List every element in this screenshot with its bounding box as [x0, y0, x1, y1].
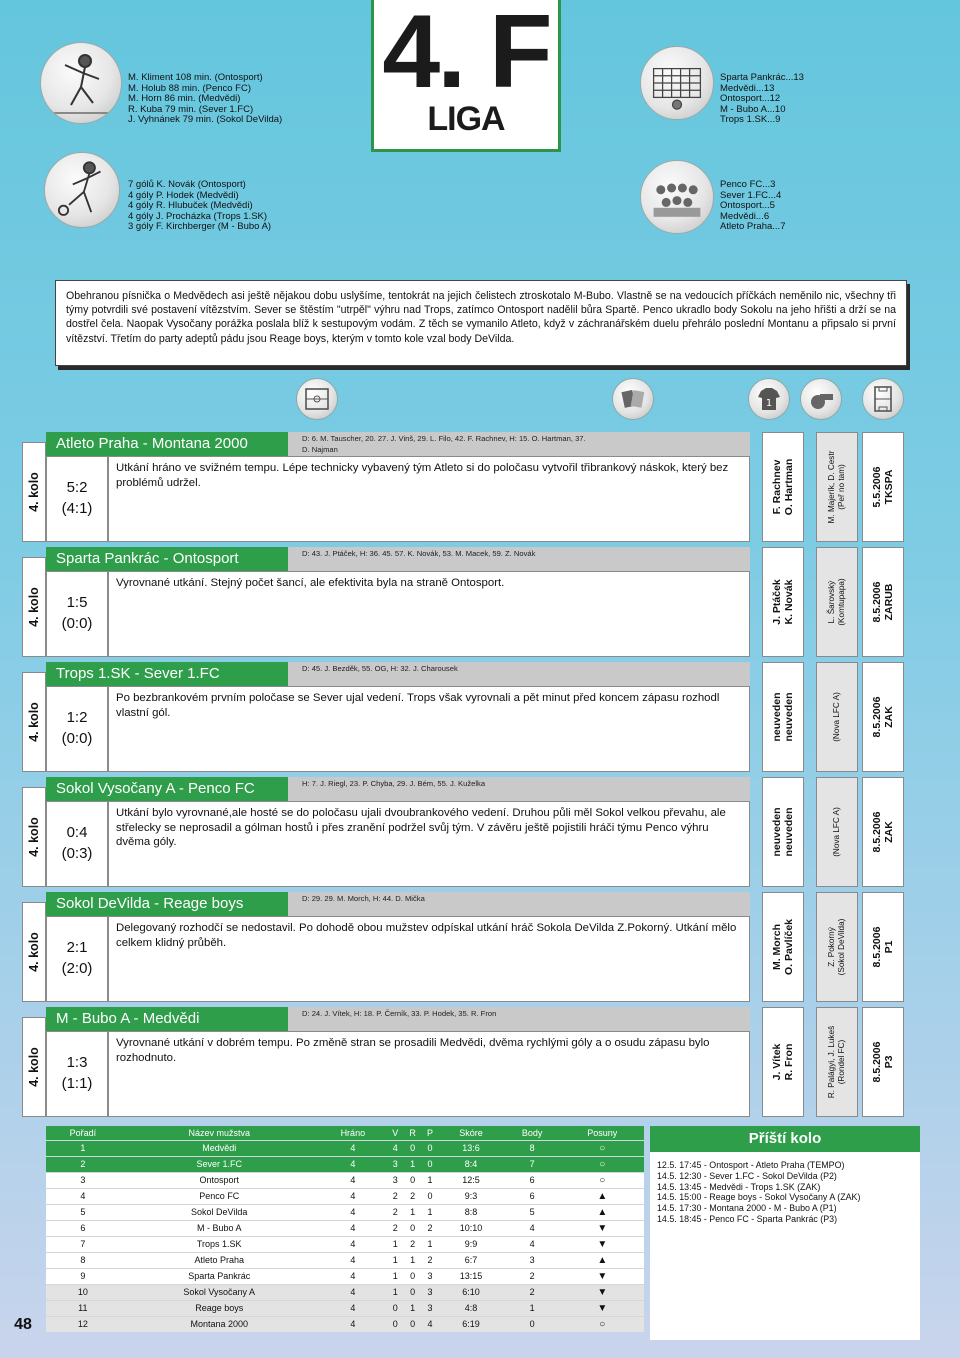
table-row — [46, 1316, 644, 1332]
table-cell: 4 — [422, 1316, 439, 1332]
table-cell: 0 — [504, 1316, 561, 1332]
table-cell: 3 — [422, 1284, 439, 1300]
position-same-icon: ○ — [599, 1318, 606, 1330]
match-title: Atleto Praha - Montana 2000 — [46, 432, 288, 456]
table-cell: 0 — [422, 1156, 439, 1172]
match-score — [46, 1031, 108, 1117]
table-cell: 1 — [387, 1284, 404, 1300]
table-cell: 4 — [504, 1236, 561, 1252]
table-row — [46, 1236, 644, 1252]
position-down-icon: ▼ — [597, 1238, 608, 1250]
table-row — [46, 1252, 644, 1268]
defence-list: Penco FC...3 Sever 1.FC...4 Ontosport...5 Medvědi...6 Atleto Praha...7 — [720, 179, 786, 233]
match-block — [0, 432, 960, 544]
match-score — [46, 801, 108, 887]
next-round-item: 14.5. 18:45 - Penco FC - Sparta Pankrác (P3) — [657, 1213, 838, 1224]
table-cell: M - Bubo A — [120, 1220, 319, 1236]
date-venue: 8.5.2006 ZAK — [862, 662, 904, 772]
final-score: 2:1 — [66, 939, 88, 956]
referees: M. Morch O. Pavlíček — [762, 892, 804, 1002]
date-venue: 8.5.2006 P1 — [862, 892, 904, 1002]
table-cell: 7 — [46, 1236, 120, 1252]
final-score: 0:4 — [66, 824, 88, 841]
table-cell: 9:9 — [438, 1236, 503, 1252]
table-cell: 0 — [404, 1284, 422, 1300]
match-report: Vyrovnané utkání. Stejný počet šancí, ale efektivita byla na straně Ontosport. — [108, 571, 750, 657]
table-cell: 6:10 — [438, 1284, 503, 1300]
table-cell: 4 — [319, 1236, 387, 1252]
table-cell: 13:15 — [438, 1268, 503, 1284]
match-block — [0, 662, 960, 774]
round-label: 4. kolo — [22, 672, 46, 772]
table-cell: 9:3 — [438, 1188, 503, 1204]
half-score: (2:0) — [61, 960, 93, 977]
table-header — [46, 1126, 644, 1140]
table-row — [46, 1188, 644, 1204]
scorers-list: 7 gólů K. Novák (Ontosport) 4 góly P. Hodek (Medvědi) 4 góly R. Hlubuček (Medvědi) 4 góly J. Procházka (Trops 1.SK) 3 góly F. Kirchberger (M - Bubo A) — [128, 179, 272, 233]
table-cell: 4 — [319, 1204, 387, 1220]
movement-cell — [561, 1156, 644, 1172]
table-cell: 1 — [422, 1204, 439, 1220]
position-up-icon: ▲ — [597, 1190, 608, 1202]
table-cell: 0 — [422, 1188, 439, 1204]
table-cell: 1 — [404, 1300, 422, 1316]
column-header: Název mužstva — [120, 1126, 319, 1140]
table-cell: 13:6 — [438, 1140, 503, 1156]
table-cell: 0 — [404, 1140, 422, 1156]
table-cell: 6:19 — [438, 1316, 503, 1332]
table-cell: 8 — [46, 1252, 120, 1268]
table-cell: 5 — [46, 1204, 120, 1220]
table-cell: Sokol Vysočany A — [120, 1284, 319, 1300]
delegate: (Nova LFC A) — [816, 662, 858, 772]
table-cell: 0 — [404, 1268, 422, 1284]
svg-text:1: 1 — [765, 398, 773, 409]
position-up-icon: ▲ — [597, 1254, 608, 1266]
column-header: Body — [504, 1126, 561, 1140]
column-header: Skóre — [438, 1126, 503, 1140]
position-down-icon: ▼ — [597, 1222, 608, 1234]
table-cell: 1 — [404, 1204, 422, 1220]
match-scorers: D: 29. 29. M. Morch, H: 44. D. Mička — [302, 894, 425, 903]
table-cell: 2 — [387, 1188, 404, 1204]
table-cell: 4 — [319, 1188, 387, 1204]
table-cell: 2 — [404, 1236, 422, 1252]
movement-cell — [561, 1172, 644, 1188]
table-body — [46, 1140, 644, 1332]
final-score: 5:2 — [66, 479, 88, 496]
match-title: Sparta Pankrác - Ontosport — [46, 547, 288, 571]
position-up-icon: ▲ — [597, 1206, 608, 1218]
table-row — [46, 1204, 644, 1220]
table-cell: 0 — [387, 1300, 404, 1316]
table-cell: 4:8 — [438, 1300, 503, 1316]
referees: neuveden neuveden — [762, 662, 804, 772]
table-cell: 2 — [404, 1188, 422, 1204]
table-cell: 2 — [504, 1268, 561, 1284]
whistle-icon — [800, 378, 842, 420]
match-scorers: H: 7. J. Riegl, 23. P. Chyba, 29. J. Bém, 55. J. Kuželka — [302, 779, 486, 788]
table-cell: 12 — [46, 1316, 120, 1332]
position-down-icon: ▼ — [597, 1302, 608, 1314]
table-cell: 0 — [404, 1316, 422, 1332]
table-cell: 0 — [422, 1140, 439, 1156]
table-row — [46, 1140, 644, 1156]
table-cell: 0 — [404, 1172, 422, 1188]
table-cell: 4 — [504, 1220, 561, 1236]
match-title: M - Bubo A - Medvědi — [46, 1007, 288, 1031]
table-cell: 4 — [387, 1140, 404, 1156]
table-cell: 9 — [46, 1268, 120, 1284]
table-cell: 11 — [46, 1300, 120, 1316]
date-venue: 8.5.2006 P3 — [862, 1007, 904, 1117]
table-cell: 0 — [404, 1220, 422, 1236]
column-header: Hráno — [319, 1126, 387, 1140]
match-block — [0, 547, 960, 659]
match-score — [46, 456, 108, 542]
table-cell: 3 — [46, 1172, 120, 1188]
table-row — [46, 1300, 644, 1316]
half-score: (1:1) — [61, 1075, 93, 1092]
table-cell: Trops 1.SK — [120, 1236, 319, 1252]
referees: F. Rachnev O. Hartman — [762, 432, 804, 542]
table-cell: 4 — [46, 1188, 120, 1204]
table-cell: 2 — [46, 1156, 120, 1172]
table-cell: 10:10 — [438, 1220, 503, 1236]
date-venue: 5.5.2006 TKSPA — [862, 432, 904, 542]
round-label: 4. kolo — [22, 557, 46, 657]
table-cell: 4 — [319, 1284, 387, 1300]
table-cell: 8:4 — [438, 1156, 503, 1172]
date-venue: 8.5.2006 ZARUB — [862, 547, 904, 657]
column-header: V — [387, 1126, 404, 1140]
movement-cell — [561, 1300, 644, 1316]
table-cell: 4 — [319, 1140, 387, 1156]
table-cell: 3 — [387, 1156, 404, 1172]
table-cell: 4 — [319, 1220, 387, 1236]
match-report: Delegovaný rozhodčí se nedostavil. Po dohodě obou mužstev odpískal utkání hráč Sokola DeVilda Z.Pokorný. Utkání mělo celkem klidný průběh. — [108, 916, 750, 1002]
column-header: P — [422, 1126, 439, 1140]
attack-list: Sparta Pankrác...13 Medvědi...13 Ontosport...12 M - Bubo A...10 Trops 1.SK...9 — [720, 72, 804, 126]
half-score: (0:3) — [61, 845, 93, 862]
match-score — [46, 916, 108, 1002]
final-score: 1:3 — [66, 1054, 88, 1071]
table-cell: 6 — [504, 1172, 561, 1188]
jersey-number-icon — [748, 378, 790, 420]
table-cell: 4 — [319, 1172, 387, 1188]
table-cell: 4 — [319, 1268, 387, 1284]
next-round-item: 14.5. 13:45 - Medvědi - Trops 1.SK (ZAK) — [657, 1181, 821, 1192]
half-score: (0:0) — [61, 615, 93, 632]
cards-icon — [612, 378, 654, 420]
table-cell: 4 — [319, 1252, 387, 1268]
delegate: (Nova LFC A) — [816, 777, 858, 887]
match-block — [0, 1007, 960, 1119]
table-cell: Medvědi — [120, 1140, 319, 1156]
goalkeeper-photo — [40, 42, 122, 124]
table-cell: Sparta Pankrác — [120, 1268, 319, 1284]
table-cell: Sever 1.FC — [120, 1156, 319, 1172]
table-cell: 1 — [387, 1236, 404, 1252]
table-cell: 3 — [387, 1172, 404, 1188]
table-cell: 12:5 — [438, 1172, 503, 1188]
table-cell: 7 — [504, 1156, 561, 1172]
table-cell: 1 — [387, 1268, 404, 1284]
final-score: 1:5 — [66, 594, 88, 611]
table-row — [46, 1172, 644, 1188]
round-summary: Obehranou písnička o Medvědech asi ještě nějakou dobu uslyšíme, tentokrát na jejich čelistech ztroskotalo M-Bubo. Vlastně se na vedoucích příčkách neměnilo nic, všechny tři týmy potvrdili své postavení vítězstvím. Sever se štěstím "utrpěl" výhru nad Trops, zatímco Ontosport nadělil bůra Spartě. Penco ukradlo body Sokolu na jeho hřišti a drží se na dostřel čela. Naopak Vysočany porážka poslala blíž k sestupovým vodám. Z těch se vymanilo Atleto, když v záchranářském duelu přehrálo poslední Montanu a připsalo si první vítězství. Třetím do party adeptů pádu jsou Reage boys, kterým v tomto kole vzal body DeVilda. — [55, 280, 907, 366]
position-same-icon: ○ — [599, 1158, 606, 1170]
column-header: Posuny — [561, 1126, 644, 1140]
match-report: Vyrovnané utkání v dobrém tempu. Po změně stran se prosadili Medvědi, dvěma rychlými góly a o osudu zápasu bylo rozhodnuto. — [108, 1031, 750, 1117]
match-block — [0, 892, 960, 1004]
movement-cell — [561, 1188, 644, 1204]
table-cell: 1 — [422, 1172, 439, 1188]
round-label: 4. kolo — [22, 442, 46, 542]
table-cell: 4 — [319, 1316, 387, 1332]
movement-cell — [561, 1220, 644, 1236]
pitch-icon — [296, 378, 338, 420]
table-cell: 8:8 — [438, 1204, 503, 1220]
table-row — [46, 1284, 644, 1300]
table-cell: 3 — [422, 1268, 439, 1284]
table-cell: Reage boys — [120, 1300, 319, 1316]
match-score — [46, 571, 108, 657]
half-score: (4:1) — [61, 500, 93, 517]
match-block — [0, 777, 960, 889]
table-cell: 6 — [504, 1188, 561, 1204]
goal-net-photo — [640, 46, 714, 120]
match-report: Po bezbrankovém prvním poločase se Sever ujal vedení. Trops však vyrovnali a pět minut před koncem zápasu rozhodl vlastní gól. — [108, 686, 750, 772]
next-round-item: 12.5. 17:45 - Ontosport - Atleto Praha (TEMPO) — [657, 1160, 845, 1170]
delegate: R. Palágyi, J. Lukeš (Rondel FC) — [816, 1007, 858, 1117]
movement-cell — [561, 1284, 644, 1300]
next-round-panel — [650, 1126, 920, 1340]
table-cell: 3 — [504, 1252, 561, 1268]
round-label: 4. kolo — [22, 787, 46, 887]
position-down-icon: ▼ — [597, 1286, 608, 1298]
table-cell: Sokol DeVilda — [120, 1204, 319, 1220]
next-round-list — [657, 1160, 860, 1225]
date-venue: 8.5.2006 ZAK — [862, 777, 904, 887]
next-round-title: Příští kolo — [650, 1126, 920, 1152]
next-round-item: 14.5. 15:00 - Reage boys - Sokol Vysočany A (ZAK) — [657, 1192, 861, 1203]
table-cell: 2 — [387, 1220, 404, 1236]
logo-subtitle: LIGA — [427, 100, 505, 138]
table-cell: 2 — [422, 1252, 439, 1268]
table-cell: 1 — [404, 1156, 422, 1172]
table-cell: 6 — [46, 1220, 120, 1236]
match-title: Trops 1.SK - Sever 1.FC — [46, 662, 288, 686]
striker-photo — [44, 152, 120, 228]
delegate: M. Majerík, D. Cestr (Peř no tam) — [816, 432, 858, 542]
round-label: 4. kolo — [22, 902, 46, 1002]
table-cell: 1 — [422, 1236, 439, 1252]
logo-title: 4. F — [382, 0, 550, 110]
delegate: Z. Pokorný (Sokol DeVilda) — [816, 892, 858, 1002]
table-cell: 6:7 — [438, 1252, 503, 1268]
team-photo — [640, 160, 714, 234]
table-cell: 1 — [46, 1140, 120, 1156]
table-cell: Montana 2000 — [120, 1316, 319, 1332]
column-header: R — [404, 1126, 422, 1140]
table-cell: Atleto Praha — [120, 1252, 319, 1268]
match-report: Utkání bylo vyrovnané,ale hosté se do poločasu ujali dvoubrankového vedení. Druhou půli měl Sokol velkou převahu, ale střelecky se neprosadil a gólman hostů i přes zranění podržel svůj tým. V závěru ještě pojistili hráči týmu Penco výhru dvěma góly. — [108, 801, 750, 887]
table-cell: 4 — [319, 1156, 387, 1172]
referees: neuveden neuveden — [762, 777, 804, 887]
table-cell: 0 — [387, 1316, 404, 1332]
table-cell: Ontosport — [120, 1172, 319, 1188]
match-scorers: D: 6. M. Tauscher, 20. 27. J. Vinš, 29. L. Filo, 42. F. Rachnev, H: 15. O. Hartman, 37. D. Najman — [302, 434, 586, 454]
movement-cell — [561, 1268, 644, 1284]
table-cell: 2 — [422, 1220, 439, 1236]
match-scorers: D: 45. J. Bezděk, 55. OG, H: 32. J. Charousek — [302, 664, 458, 673]
table-row — [46, 1156, 644, 1172]
table-cell: Penco FC — [120, 1188, 319, 1204]
table-cell: 4 — [319, 1300, 387, 1316]
table-cell: 2 — [387, 1204, 404, 1220]
league-logo — [371, 0, 561, 152]
match-score — [46, 686, 108, 772]
match-title: Sokol Vysočany A - Penco FC — [46, 777, 288, 801]
position-down-icon: ▼ — [597, 1270, 608, 1282]
final-score: 1:2 — [66, 709, 88, 726]
match-scorers: D: 24. J. Vítek, H: 18. P. Černík, 33. P. Hodek, 35. R. Fron — [302, 1009, 497, 1018]
field-icon — [862, 378, 904, 420]
next-round-item: 14.5. 17:30 - Montana 2000 - M - Bubo A (P1) — [657, 1203, 837, 1214]
movement-cell — [561, 1204, 644, 1220]
table-cell: 2 — [504, 1284, 561, 1300]
referees: J. Ptáček K. Novák — [762, 547, 804, 657]
match-title: Sokol DeVilda - Reage boys — [46, 892, 288, 916]
round-label: 4. kolo — [22, 1017, 46, 1117]
next-round-item: 14.5. 12:30 - Sever 1.FC - Sokol DeVilda (P2) — [657, 1170, 837, 1181]
movement-cell — [561, 1236, 644, 1252]
match-report: Utkání hráno ve svižném tempu. Lépe technicky vybavený tým Atleto si do poločasu vytvořil třibrankový náskok, který bez problémů udržel. — [108, 456, 750, 542]
referees: J. Vítek R. Fron — [762, 1007, 804, 1117]
half-score: (0:0) — [61, 730, 93, 747]
table-cell: 5 — [504, 1204, 561, 1220]
table-cell: 1 — [504, 1300, 561, 1316]
position-same-icon: ○ — [599, 1174, 606, 1186]
table-cell: 1 — [387, 1252, 404, 1268]
column-header: Pořadí — [46, 1126, 120, 1140]
table-cell: 8 — [504, 1140, 561, 1156]
movement-cell — [561, 1252, 644, 1268]
table-cell: 10 — [46, 1284, 120, 1300]
position-same-icon: ○ — [599, 1142, 606, 1154]
table-row — [46, 1220, 644, 1236]
table-cell: 1 — [404, 1252, 422, 1268]
movement-cell — [561, 1140, 644, 1156]
movement-cell — [561, 1316, 644, 1332]
table-cell: 3 — [422, 1300, 439, 1316]
delegate: L. Šarovský (Komtupapa) — [816, 547, 858, 657]
standings-table — [46, 1126, 644, 1332]
table-row — [46, 1268, 644, 1284]
match-scorers: D: 43. J. Ptáček, H: 36. 45. 57. K. Novák, 53. M. Macek, 59. Z. Novák — [302, 549, 536, 558]
page-number: 48 — [14, 1316, 32, 1333]
minutes-list: M. Kliment 108 min. (Ontosport) M. Holub 88 min. (Penco FC) M. Horn 86 min. (Medvědi) R. Kuba 79 min. (Sever 1.FC) J. Vyhnánek 79 min. (Sokol DeVilda) — [128, 72, 283, 126]
